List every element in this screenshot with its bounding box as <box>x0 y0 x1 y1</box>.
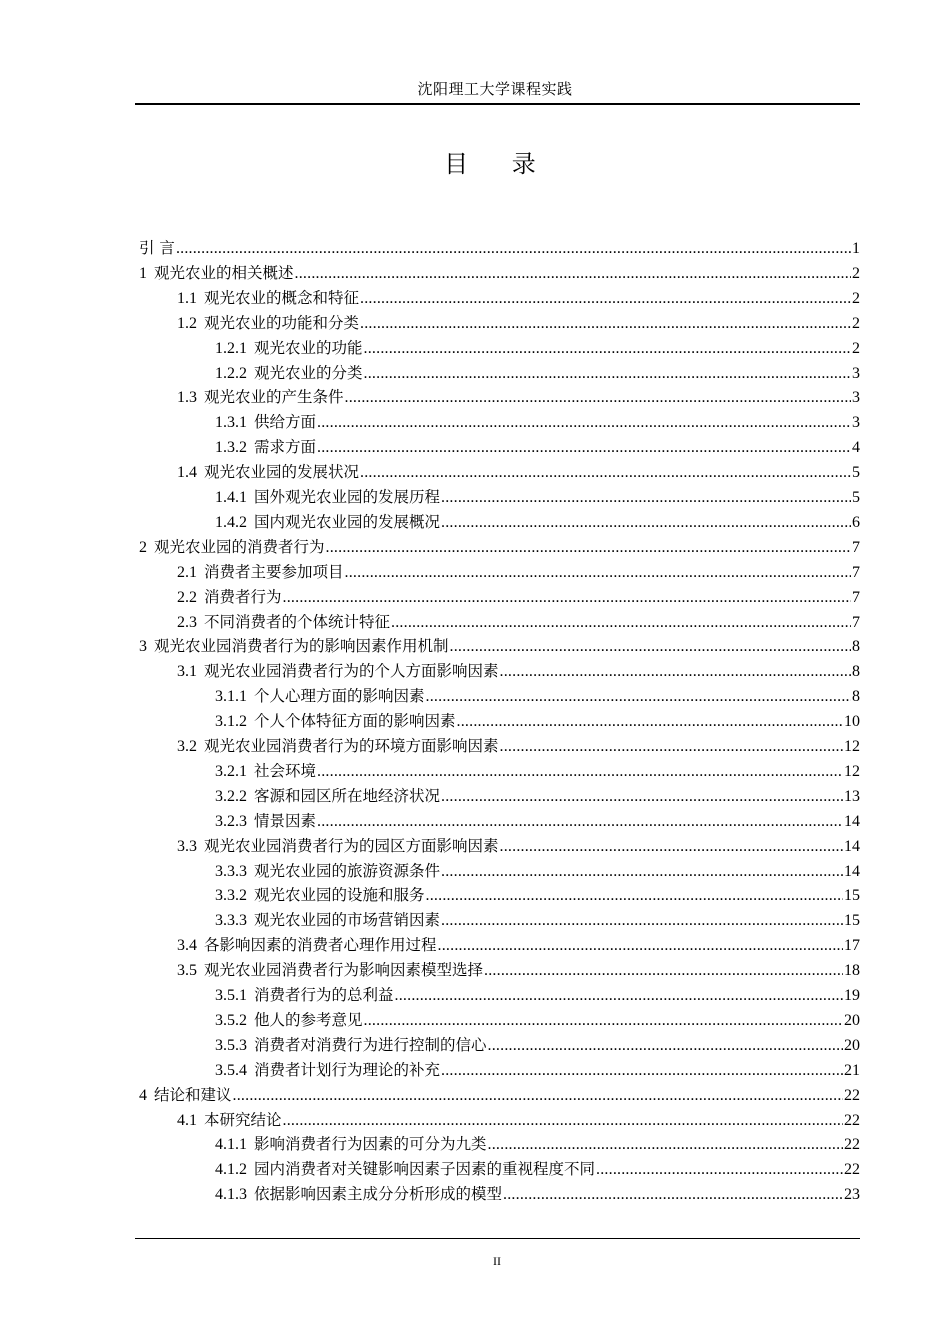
toc-entry-number: 3.3 <box>177 837 197 855</box>
toc-entry-page: 8 <box>852 663 860 681</box>
toc-entry-title: 个人心理方面的影响因素 <box>254 687 425 706</box>
toc-entry-title: 依据影响因素主成分分析形成的模型 <box>254 1185 503 1204</box>
toc-entry-number: 3.5.2 <box>215 1011 247 1029</box>
toc-entry-number: 4 <box>139 1086 147 1104</box>
dot-leader <box>317 410 851 436</box>
toc-entry[interactable] <box>215 1131 860 1157</box>
toc-entry[interactable] <box>177 384 860 410</box>
toc-entry-title: 结论和建议 <box>154 1085 232 1104</box>
toc-entry-title: 本研究结论 <box>204 1110 282 1129</box>
dot-leader <box>317 809 843 835</box>
dot-leader <box>500 834 843 860</box>
toc-entry[interactable] <box>215 1032 860 1058</box>
toc-entry-page: 22 <box>844 1086 860 1104</box>
dot-leader <box>484 958 843 984</box>
dot-leader <box>441 908 843 934</box>
toc-entry-page: 7 <box>852 613 860 631</box>
toc-entry-number: 4.1 <box>177 1111 197 1129</box>
toc-entry-page: 21 <box>844 1061 860 1079</box>
dot-leader <box>488 1033 843 1059</box>
dot-leader <box>441 784 843 810</box>
toc-entry-title: 观光农业园的消费者行为 <box>154 537 325 556</box>
toc-entry-number: 1.2.1 <box>215 339 247 357</box>
toc-entry-page: 2 <box>852 264 860 282</box>
toc-entry-page: 5 <box>852 489 860 506</box>
toc-entry[interactable] <box>177 285 860 311</box>
toc-entry-number: 3.1.1 <box>215 688 247 706</box>
dot-leader <box>500 734 843 760</box>
toc-entry-title: 消费者行为 <box>204 587 282 606</box>
page-number: II <box>493 1254 501 1268</box>
toc-entry-title: 观光农业的产生条件 <box>204 388 344 407</box>
toc-entry-page: 22 <box>844 1161 860 1179</box>
toc-entry[interactable] <box>215 509 860 535</box>
toc-entry-number: 3.2.1 <box>215 762 247 780</box>
dot-leader <box>233 1083 843 1109</box>
toc-entry-number: 4.1.1 <box>215 1136 247 1154</box>
toc-entry-page: 7 <box>852 538 860 556</box>
toc-entry[interactable] <box>177 658 860 684</box>
dot-leader <box>283 585 851 611</box>
toc-entry-number: 1.3 <box>177 389 197 407</box>
toc-entry-title: 不同消费者的个体统计特征 <box>204 612 391 631</box>
toc-entry-title: 情景因素 <box>254 811 317 830</box>
dot-leader <box>426 883 843 909</box>
toc-entry-page: 2 <box>852 339 860 357</box>
dot-leader <box>441 485 851 511</box>
dot-leader <box>596 1157 843 1183</box>
toc-entry-page: 13 <box>844 787 860 805</box>
toc-entry[interactable] <box>177 559 860 585</box>
toc-entry-title: 客源和园区所在地经济状况 <box>254 786 441 805</box>
toc-entry-number: 1.3.2 <box>215 439 247 457</box>
toc-entry-number: 3.5.4 <box>215 1061 247 1079</box>
toc-entry-title: 观光农业的功能和分类 <box>204 313 360 332</box>
dot-leader <box>500 659 851 685</box>
toc-entry[interactable] <box>215 882 860 908</box>
toc-entry-title: 观光农业园消费者行为影响因素模型选择 <box>204 961 484 980</box>
dot-leader <box>441 859 843 885</box>
toc-entry-number: 3 <box>139 638 147 656</box>
toc-entry-title: 消费者主要参加项目 <box>204 562 344 581</box>
toc-entry[interactable] <box>215 1181 860 1207</box>
toc-entry-title: 观光农业园的设施和服务 <box>254 886 425 905</box>
toc-entry-page: 7 <box>852 588 860 606</box>
dot-leader <box>391 610 851 636</box>
toc-entry[interactable] <box>215 409 860 435</box>
toc-entry-page: 3 <box>852 364 860 382</box>
toc-entry[interactable] <box>215 1007 860 1033</box>
toc-entry-number: 4.1.3 <box>215 1186 247 1204</box>
toc-entry[interactable] <box>177 833 860 859</box>
toc-entry-number: 3.3.2 <box>215 887 247 905</box>
dot-leader <box>426 684 851 710</box>
toc-entry[interactable] <box>215 484 860 510</box>
header-divider <box>135 103 860 105</box>
dot-leader <box>360 311 851 337</box>
toc-entry-title: 国内观光农业园的发展概况 <box>254 512 441 531</box>
toc-entry[interactable] <box>139 534 860 560</box>
toc-entry-page: 14 <box>844 837 860 855</box>
toc-entry-page: 8 <box>852 688 860 706</box>
toc-entry-title: 观光农业的相关概述 <box>154 263 294 282</box>
toc-entry[interactable] <box>177 310 860 336</box>
toc-entry[interactable] <box>177 957 860 983</box>
toc-entry-title: 引 言 <box>139 239 175 257</box>
toc-entry-title: 观光农业园消费者行为的影响因素作用机制 <box>154 637 449 656</box>
toc-entry-number: 3.3.3 <box>215 912 247 930</box>
toc-entry-page: 10 <box>844 713 860 731</box>
toc-entry-page: 7 <box>852 563 860 581</box>
toc-entry-number: 4.1.2 <box>215 1161 247 1179</box>
toc-entry-title: 个人个体特征方面的影响因素 <box>254 712 456 731</box>
toc-entry[interactable] <box>177 1107 860 1133</box>
toc-entry-title: 消费者行为的总利益 <box>254 986 394 1004</box>
toc-entry-page: 2 <box>852 289 860 307</box>
toc-entry-number: 3.2.2 <box>215 787 247 805</box>
dot-leader <box>438 933 843 959</box>
dot-leader <box>317 435 851 461</box>
toc-entry-number: 1.4.1 <box>215 489 247 506</box>
toc-entry-page: 2 <box>852 314 860 332</box>
dot-leader <box>360 286 851 312</box>
toc-entry-page: 23 <box>844 1186 860 1204</box>
toc-entry-number: 2.3 <box>177 613 197 631</box>
toc-entry-title: 园内消费者对关键影响因素子因素的重视程度不同 <box>254 1160 596 1179</box>
toc-entry[interactable] <box>215 335 860 361</box>
toc-entry-title: 需求方面 <box>254 438 317 457</box>
toc-entry-title: 观光农业园消费者行为的园区方面影响因素 <box>204 836 499 855</box>
toc-entry-title: 观光农业园消费者行为的个人方面影响因素 <box>204 662 499 681</box>
toc-entry-title: 观光农业的分类 <box>254 363 363 382</box>
footer-divider <box>135 1238 860 1239</box>
toc-entry[interactable] <box>139 260 860 286</box>
toc-entry[interactable] <box>139 633 860 659</box>
dot-leader <box>457 709 843 735</box>
toc-entry-number: 3.4 <box>177 937 197 955</box>
dot-leader <box>326 535 851 561</box>
toc-entry-number: 1.4.2 <box>215 513 247 531</box>
toc-entry[interactable] <box>215 907 860 933</box>
toc-entry-number: 1.4 <box>177 464 197 482</box>
toc-entry-page: 8 <box>852 638 860 656</box>
toc-entry[interactable] <box>177 459 860 485</box>
toc-entry-page: 12 <box>844 738 860 755</box>
toc-entry-number: 1.2.2 <box>215 364 247 382</box>
toc-entry-page: 14 <box>844 862 860 880</box>
toc-entry-page: 18 <box>844 962 860 980</box>
dot-leader <box>283 1108 843 1134</box>
toc-entry-page: 4 <box>852 439 860 457</box>
toc-entry[interactable] <box>215 982 860 1008</box>
dot-leader <box>360 460 851 486</box>
toc-entry-number: 3.5 <box>177 962 197 980</box>
toc-entry-title: 影响消费者行为因素的可分为九类 <box>254 1135 487 1154</box>
toc-entry[interactable] <box>215 683 860 709</box>
toc-entry-title: 消费者对消费行为进行控制的信心 <box>254 1035 487 1054</box>
dot-leader <box>503 1182 843 1208</box>
toc-entry-number: 1.3.1 <box>215 414 247 432</box>
dot-leader <box>317 759 843 785</box>
toc-entry[interactable] <box>139 1082 860 1108</box>
toc-entry-title: 观光农业园的发展状况 <box>204 463 360 482</box>
toc-entry-page: 22 <box>844 1136 860 1154</box>
toc-entry-number: 3.2 <box>177 738 197 755</box>
toc-entry-page: 17 <box>844 937 860 955</box>
page-header-title: 沈阳理工大学课程实践 <box>417 80 573 98</box>
toc-entry[interactable] <box>215 434 860 460</box>
toc-entry[interactable] <box>177 584 860 610</box>
toc-entry[interactable] <box>215 1057 860 1083</box>
toc-entry-number: 3.1 <box>177 663 197 681</box>
toc-entry[interactable] <box>177 733 860 759</box>
dot-leader <box>345 385 851 411</box>
toc-title: 目 录 <box>444 150 554 178</box>
toc-entry-number: 1 <box>139 264 147 282</box>
toc-entry-title: 观光农业的功能 <box>254 338 363 357</box>
toc-entry-page: 3 <box>852 389 860 407</box>
toc-entry-page: 20 <box>844 1011 860 1029</box>
toc-entry-number: 2.1 <box>177 563 197 581</box>
dot-leader <box>345 560 851 586</box>
toc-entry[interactable] <box>215 1156 860 1182</box>
toc-entry[interactable] <box>215 708 860 734</box>
toc-entry-number: 1.1 <box>177 289 197 307</box>
toc-entry-title: 社会环境 <box>254 761 317 780</box>
toc-entry-title: 消费者计划行为理论的补充 <box>254 1060 441 1079</box>
toc-entry-number: 2.2 <box>177 588 197 606</box>
dot-leader <box>441 510 851 536</box>
dot-leader <box>441 1058 843 1084</box>
toc-entry[interactable] <box>215 360 860 386</box>
toc-entry-page: 14 <box>844 812 860 830</box>
dot-leader <box>364 336 851 362</box>
toc-entry-title: 观光农业园的市场营销因素 <box>254 911 441 930</box>
toc-entry-page: 5 <box>852 464 860 482</box>
dot-leader <box>488 1132 843 1158</box>
toc-entry[interactable] <box>215 808 860 834</box>
toc-entry-title: 观光农业园消费者行为的环境方面影响因素 <box>204 737 499 755</box>
toc-entry-number: 1.2 <box>177 314 197 332</box>
toc-entry-page: 22 <box>844 1111 860 1129</box>
toc-entry-page: 19 <box>844 987 860 1004</box>
toc-entry[interactable] <box>139 235 860 261</box>
toc-entry-page: 15 <box>844 887 860 905</box>
toc-entry-page: 3 <box>852 414 860 432</box>
toc-entry-number: 3.5.3 <box>215 1036 247 1054</box>
toc-entry-title: 观光农业的概念和特征 <box>204 288 360 307</box>
toc-entry[interactable] <box>177 609 860 635</box>
toc-entry-page: 1 <box>852 240 860 257</box>
toc-entry-number: 3.3.3 <box>215 862 247 880</box>
toc-entry[interactable] <box>215 858 860 884</box>
dot-leader <box>176 236 851 262</box>
toc-entry-title: 国外观光农业园的发展历程 <box>254 488 441 506</box>
toc-entry-page: 15 <box>844 912 860 930</box>
dot-leader <box>395 983 843 1009</box>
toc-entry-number: 3.5.1 <box>215 987 247 1004</box>
toc-entry-number: 3.1.2 <box>215 713 247 731</box>
toc-entry-title: 他人的参考意见 <box>254 1010 363 1029</box>
toc-entry-page: 6 <box>852 513 860 531</box>
toc-entry-number: 3.2.3 <box>215 812 247 830</box>
toc-entry[interactable] <box>177 932 860 958</box>
dot-leader <box>364 1008 843 1034</box>
toc-entry-title: 供给方面 <box>254 413 317 432</box>
toc-entry-title: 观光农业园的旅游资源条件 <box>254 861 441 880</box>
dot-leader <box>295 261 851 287</box>
dot-leader <box>450 634 851 660</box>
toc-entry[interactable] <box>215 783 860 809</box>
toc-entry-number: 2 <box>139 538 147 556</box>
toc-entry-title: 各影响因素的消费者心理作用过程 <box>204 936 437 955</box>
toc-entry-page: 20 <box>844 1036 860 1054</box>
dot-leader <box>364 361 851 387</box>
toc-entry-page: 12 <box>844 762 860 780</box>
toc-entry[interactable] <box>215 758 860 784</box>
